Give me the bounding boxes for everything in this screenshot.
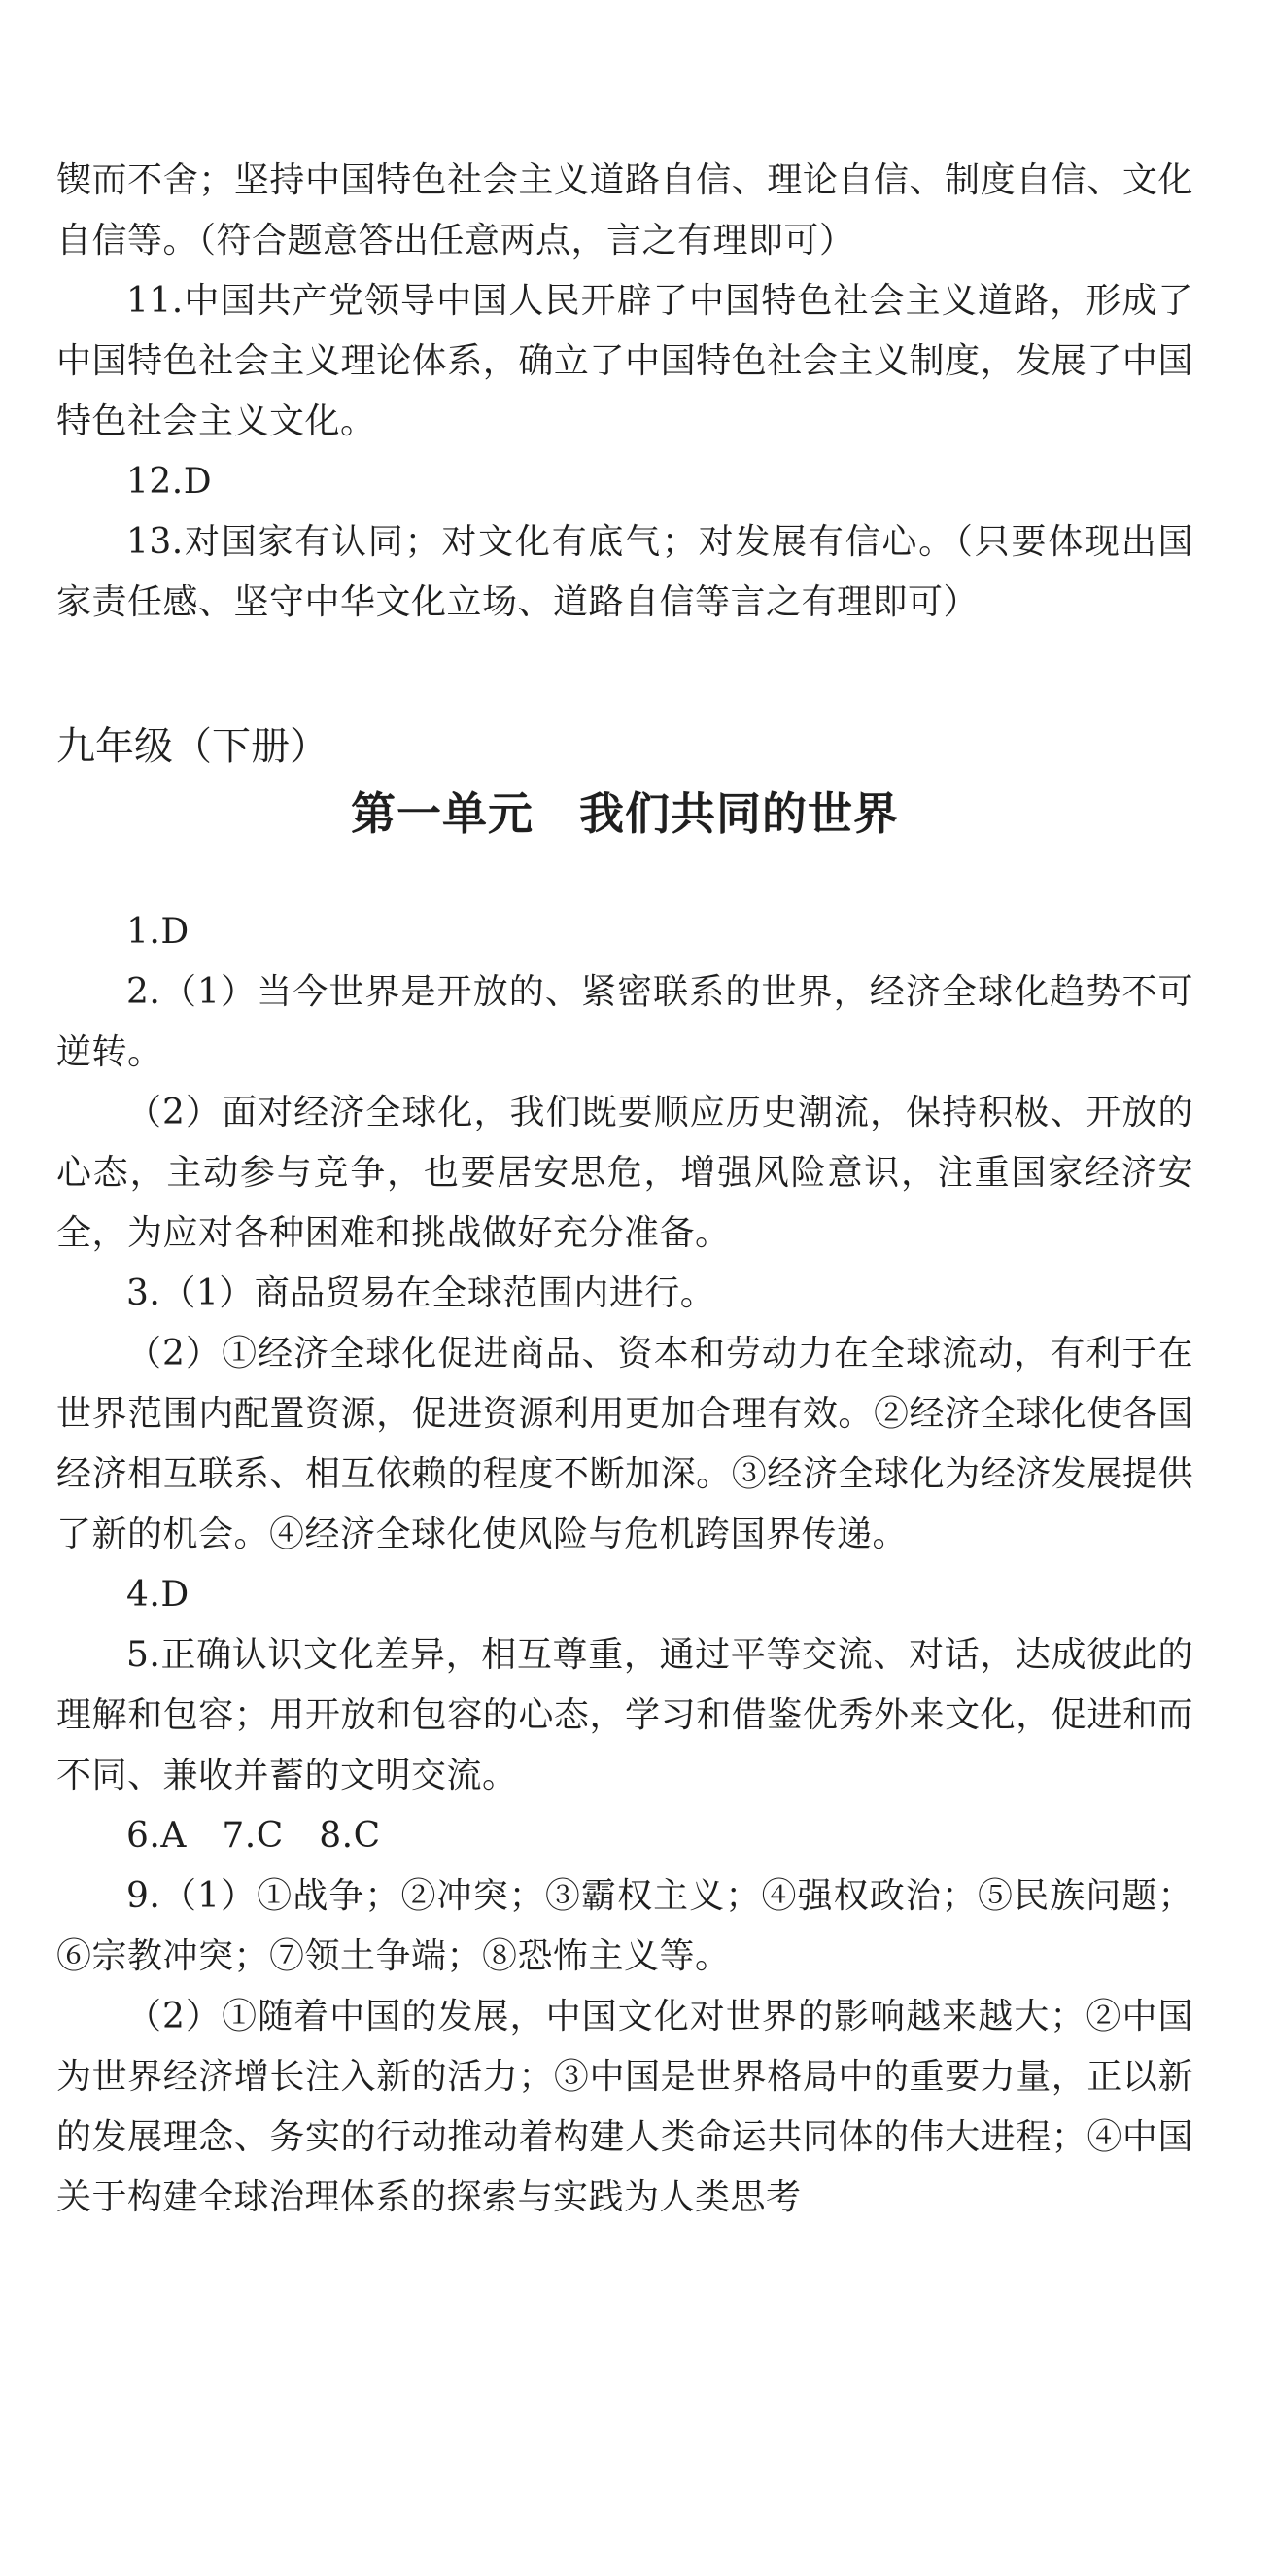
- answer-3-part-2: （2）①经济全球化促进商品、资本和劳动力在全球流动，有利于在世界范围内配置资源，促进资源利用更加合理有效。②经济全球化使各国经济相互联系、相互依赖的程度不断加深。③经济全球化为经济发展提供了新的机会。④经济全球化使风险与危机跨国界传递。: [56, 1334, 1193, 1554]
- answer-9-part-1: 9.（1）①战争；②冲突；③霸权主义；④强权政治；⑤民族问题；⑥宗教冲突；⑦领土争端；⑧恐怖主义等。: [56, 1876, 1193, 1976]
- answer-1: 1.D: [126, 912, 190, 952]
- answer-13: 13.对国家有认同；对文化有底气；对发展有信心。（只要体现出国家责任感、坚守中华文化立场、道路自信等言之有理即可）: [56, 522, 1193, 622]
- answer-5: 5.正确认识文化差异，相互尊重，通过平等交流、对话，达成彼此的理解和包容；用开放和包容的心态，学习和借鉴优秀外来文化，促进和而不同、兼收并蓄的文明交流。: [56, 1635, 1193, 1795]
- answer-11: 11.中国共产党领导中国人民开辟了中国特色社会主义道路，形成了中国特色社会主义理论体系，确立了中国特色社会主义制度，发展了中国特色社会主义文化。: [56, 281, 1193, 441]
- answer-9-part-2: （2）①随着中国的发展，中国文化对世界的影响越来越大；②中国为世界经济增长注入新的活力；③中国是世界格局中的重要力量，正以新的发展理念、务实的行动推动着构建人类命运共同体的伟大进程；④中国关于构建全球治理体系的探索与实践为人类思考: [56, 1997, 1193, 2217]
- page-content: [56, 151, 1193, 2228]
- grade-heading: 九年级（下册）: [56, 724, 328, 769]
- unit-title: 第一单元 我们共同的世界: [351, 787, 899, 840]
- answers-6-7-8: 6.A 7.C 8.C: [126, 1816, 381, 1856]
- answer-12: 12.D: [126, 462, 213, 502]
- answer-2-part-2: （2）面对经济全球化，我们既要顺应历史潮流，保持积极、开放的心态，主动参与竞争，也要居安思危，增强风险意识，注重国家经济安全，为应对各种困难和挑战做好充分准备。: [56, 1093, 1193, 1253]
- answer-3-part-1: 3.（1）商品贸易在全球范围内进行。: [126, 1273, 716, 1313]
- answer-4: 4.D: [126, 1575, 190, 1615]
- continued-answer-paragraph: 锲而不舍；坚持中国特色社会主义道路自信、理论自信、制度自信、文化自信等。（符合题意答出任意两点，言之有理即可）: [56, 160, 1193, 261]
- answer-2-part-1: 2.（1）当今世界是开放的、紧密联系的世界，经济全球化趋势不可逆转。: [56, 972, 1193, 1072]
